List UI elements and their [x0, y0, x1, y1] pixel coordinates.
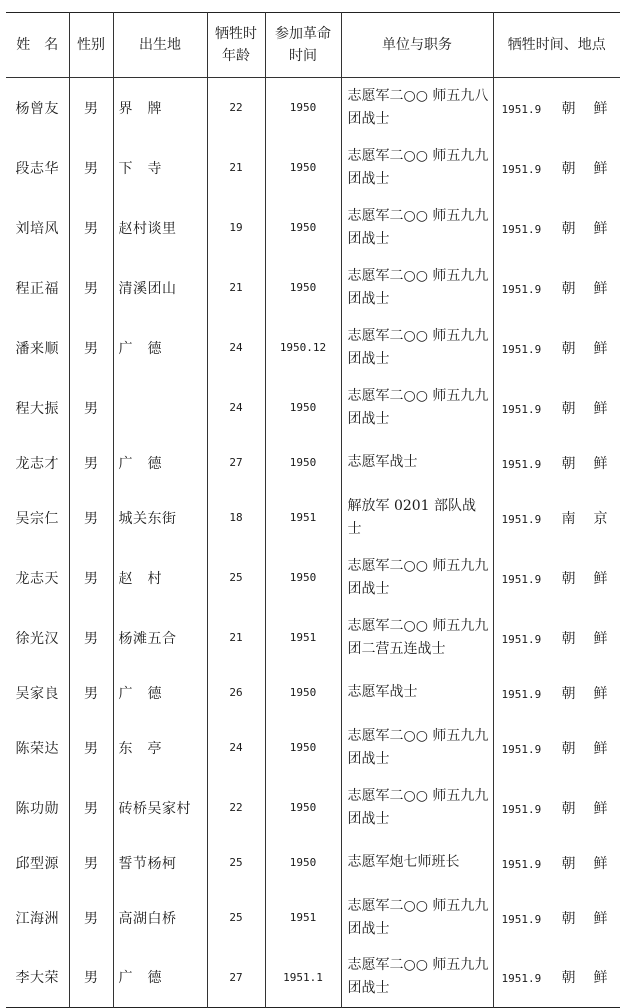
cell-age: 19 — [207, 198, 265, 258]
death-date: 1951.9 — [501, 162, 542, 176]
cell-sex: 男 — [69, 608, 113, 668]
death-date: 1951.9 — [501, 857, 542, 871]
cell-birthplace: 界 牌 — [113, 78, 207, 138]
cell-age: 25 — [207, 548, 265, 608]
cell-unit: 志愿军二○○ 师五九九团战士 — [341, 948, 493, 1008]
header-death: 牺牲时间、地点 — [493, 13, 620, 78]
header-row — [6, 13, 620, 78]
table-row — [6, 488, 620, 548]
cell-unit: 志愿军二○○ 师五九八团战士 — [341, 78, 493, 138]
death-date: 1951.9 — [501, 282, 542, 296]
cell-birthplace: 广 德 — [113, 668, 207, 718]
death-place: 朝 鲜 — [561, 455, 610, 472]
table-row — [6, 608, 620, 668]
death-date: 1951.9 — [501, 457, 542, 471]
cell-sex: 男 — [69, 668, 113, 718]
death-date: 1951.9 — [501, 742, 542, 756]
cell-sex: 男 — [69, 318, 113, 378]
table-row — [6, 198, 620, 258]
cell-birthplace: 赵村谈里 — [113, 198, 207, 258]
cell-name: 江海洲 — [6, 888, 69, 948]
cell-sex: 男 — [69, 378, 113, 438]
cell-join-date: 1951 — [265, 888, 341, 948]
table-row — [6, 378, 620, 438]
cell-name: 徐光汉 — [6, 608, 69, 668]
cell-age: 27 — [207, 948, 265, 1008]
death-place: 南 京 — [561, 510, 610, 527]
cell-death — [493, 78, 620, 138]
cell-sex: 男 — [69, 258, 113, 318]
table-row — [6, 888, 620, 948]
cell-unit: 志愿军二○○ 师五九九团战士 — [341, 318, 493, 378]
death-date: 1951.9 — [501, 102, 542, 116]
death-place: 朝 鲜 — [561, 570, 610, 587]
death-date: 1951.9 — [501, 802, 542, 816]
death-place: 朝 鲜 — [561, 400, 610, 417]
death-place: 朝 鲜 — [561, 100, 610, 117]
table-row — [6, 78, 620, 138]
cell-name: 程正福 — [6, 258, 69, 318]
cell-join-date: 1950.12 — [265, 318, 341, 378]
cell-join-date: 1950 — [265, 78, 341, 138]
cell-birthplace: 下 寺 — [113, 138, 207, 198]
cell-birthplace: 东 亭 — [113, 718, 207, 778]
death-place: 朝 鲜 — [561, 160, 610, 177]
header-name: 姓 名 — [6, 13, 69, 78]
cell-join-date: 1950 — [265, 438, 341, 488]
table-row — [6, 838, 620, 888]
cell-name: 刘培风 — [6, 198, 69, 258]
cell-unit: 志愿军二○○ 师五九九团战士 — [341, 778, 493, 838]
cell-sex: 男 — [69, 888, 113, 948]
cell-name: 吴家良 — [6, 668, 69, 718]
cell-birthplace: 广 德 — [113, 438, 207, 488]
cell-join-date: 1950 — [265, 668, 341, 718]
death-place: 朝 鲜 — [561, 910, 610, 927]
cell-sex: 男 — [69, 718, 113, 778]
death-date: 1951.9 — [501, 512, 542, 526]
cell-death — [493, 378, 620, 438]
cell-unit: 志愿军二○○ 师五九九团战士 — [341, 888, 493, 948]
cell-name: 邱型源 — [6, 838, 69, 888]
death-place: 朝 鲜 — [561, 740, 610, 757]
table-row — [6, 668, 620, 718]
table-row — [6, 438, 620, 488]
cell-unit: 志愿军二○○ 师五九九团战士 — [341, 548, 493, 608]
cell-birthplace: 广 德 — [113, 318, 207, 378]
cell-birthplace: 砖桥吴家村 — [113, 778, 207, 838]
cell-unit: 志愿军二○○ 师五九九团战士 — [341, 378, 493, 438]
cell-unit: 志愿军二○○ 师五九九团战士 — [341, 138, 493, 198]
header-join — [265, 13, 341, 78]
cell-birthplace: 城关东街 — [113, 488, 207, 548]
cell-age: 25 — [207, 838, 265, 888]
header-sex: 性别 — [69, 13, 113, 78]
death-date: 1951.9 — [501, 632, 542, 646]
cell-name: 龙志才 — [6, 438, 69, 488]
cell-age: 21 — [207, 138, 265, 198]
cell-join-date: 1950 — [265, 778, 341, 838]
cell-death — [493, 198, 620, 258]
cell-birthplace: 广 德 — [113, 948, 207, 1008]
header-age — [207, 13, 265, 78]
cell-unit: 志愿军二○○ 师五九九团二营五连战士 — [341, 608, 493, 668]
cell-unit: 志愿军战士 — [341, 438, 493, 488]
cell-join-date: 1950 — [265, 138, 341, 198]
header-birthplace: 出生地 — [113, 13, 207, 78]
cell-unit: 解放军 0201 部队战士 — [341, 488, 493, 548]
table-row — [6, 948, 620, 1008]
cell-name: 陈荣达 — [6, 718, 69, 778]
cell-death — [493, 138, 620, 198]
cell-sex: 男 — [69, 138, 113, 198]
death-date: 1951.9 — [501, 342, 542, 356]
cell-death — [493, 838, 620, 888]
death-date: 1951.9 — [501, 972, 542, 986]
cell-age: 26 — [207, 668, 265, 718]
table-body — [6, 78, 620, 1008]
death-place: 朝 鲜 — [561, 855, 610, 872]
cell-birthplace: 清溪团山 — [113, 258, 207, 318]
table-row — [6, 138, 620, 198]
cell-death — [493, 718, 620, 778]
cell-death — [493, 438, 620, 488]
cell-sex: 男 — [69, 78, 113, 138]
table-header — [6, 13, 620, 78]
cell-birthplace: 誓节杨柯 — [113, 838, 207, 888]
cell-join-date: 1950 — [265, 198, 341, 258]
death-place: 朝 鲜 — [561, 340, 610, 357]
cell-name: 龙志天 — [6, 548, 69, 608]
cell-join-date: 1951 — [265, 488, 341, 548]
table-row — [6, 548, 620, 608]
death-date: 1951.9 — [501, 912, 542, 926]
cell-unit: 志愿军炮七师班长 — [341, 838, 493, 888]
cell-sex: 男 — [69, 778, 113, 838]
death-place: 朝 鲜 — [561, 280, 610, 297]
cell-sex: 男 — [69, 438, 113, 488]
cell-age: 21 — [207, 258, 265, 318]
cell-death — [493, 318, 620, 378]
cell-death — [493, 668, 620, 718]
cell-death — [493, 258, 620, 318]
cell-name: 潘来顺 — [6, 318, 69, 378]
header-unit: 单位与职务 — [341, 13, 493, 78]
cell-sex: 男 — [69, 548, 113, 608]
cell-birthplace — [113, 378, 207, 438]
cell-join-date: 1950 — [265, 718, 341, 778]
cell-age: 21 — [207, 608, 265, 668]
header-join-line1: 参加革命 — [275, 26, 331, 42]
table-row — [6, 258, 620, 318]
cell-unit: 志愿军二○○ 师五九九团战士 — [341, 258, 493, 318]
cell-unit: 志愿军战士 — [341, 668, 493, 718]
cell-birthplace: 赵 村 — [113, 548, 207, 608]
cell-birthplace: 杨滩五合 — [113, 608, 207, 668]
cell-age: 27 — [207, 438, 265, 488]
cell-sex: 男 — [69, 198, 113, 258]
cell-name: 段志华 — [6, 138, 69, 198]
cell-age: 22 — [207, 778, 265, 838]
death-place: 朝 鲜 — [561, 630, 610, 647]
header-age-line2: 年龄 — [222, 48, 250, 64]
header-join-line2: 时间 — [289, 48, 317, 64]
document-page — [6, 12, 620, 1008]
cell-death — [493, 548, 620, 608]
death-place: 朝 鲜 — [561, 800, 610, 817]
cell-age: 24 — [207, 318, 265, 378]
death-date: 1951.9 — [501, 222, 542, 236]
martyrs-table — [6, 12, 620, 1008]
death-place: 朝 鲜 — [561, 970, 610, 987]
header-age-line1: 牺牲时 — [215, 26, 257, 42]
death-place: 朝 鲜 — [561, 220, 610, 237]
cell-sex: 男 — [69, 488, 113, 548]
cell-death — [493, 778, 620, 838]
death-date: 1951.9 — [501, 572, 542, 586]
cell-sex: 男 — [69, 948, 113, 1008]
cell-join-date: 1951 — [265, 608, 341, 668]
cell-join-date: 1950 — [265, 258, 341, 318]
cell-age: 24 — [207, 378, 265, 438]
table-row — [6, 318, 620, 378]
cell-age: 24 — [207, 718, 265, 778]
cell-join-date: 1951.1 — [265, 948, 341, 1008]
cell-name: 程大振 — [6, 378, 69, 438]
cell-join-date: 1950 — [265, 548, 341, 608]
cell-name: 陈功勋 — [6, 778, 69, 838]
cell-age: 25 — [207, 888, 265, 948]
death-place: 朝 鲜 — [561, 685, 610, 702]
cell-join-date: 1950 — [265, 378, 341, 438]
table-row — [6, 718, 620, 778]
death-date: 1951.9 — [501, 402, 542, 416]
cell-sex: 男 — [69, 838, 113, 888]
table-row — [6, 778, 620, 838]
cell-death — [493, 608, 620, 668]
cell-death — [493, 948, 620, 1008]
cell-death — [493, 488, 620, 548]
cell-age: 22 — [207, 78, 265, 138]
cell-birthplace: 高湖白桥 — [113, 888, 207, 948]
cell-unit: 志愿军二○○ 师五九九团战士 — [341, 718, 493, 778]
cell-name: 吴宗仁 — [6, 488, 69, 548]
cell-unit: 志愿军二○○ 师五九九团战士 — [341, 198, 493, 258]
cell-join-date: 1950 — [265, 838, 341, 888]
cell-age: 18 — [207, 488, 265, 548]
cell-name: 李大荣 — [6, 948, 69, 1008]
death-date: 1951.9 — [501, 687, 542, 701]
cell-name: 杨曾友 — [6, 78, 69, 138]
cell-death — [493, 888, 620, 948]
